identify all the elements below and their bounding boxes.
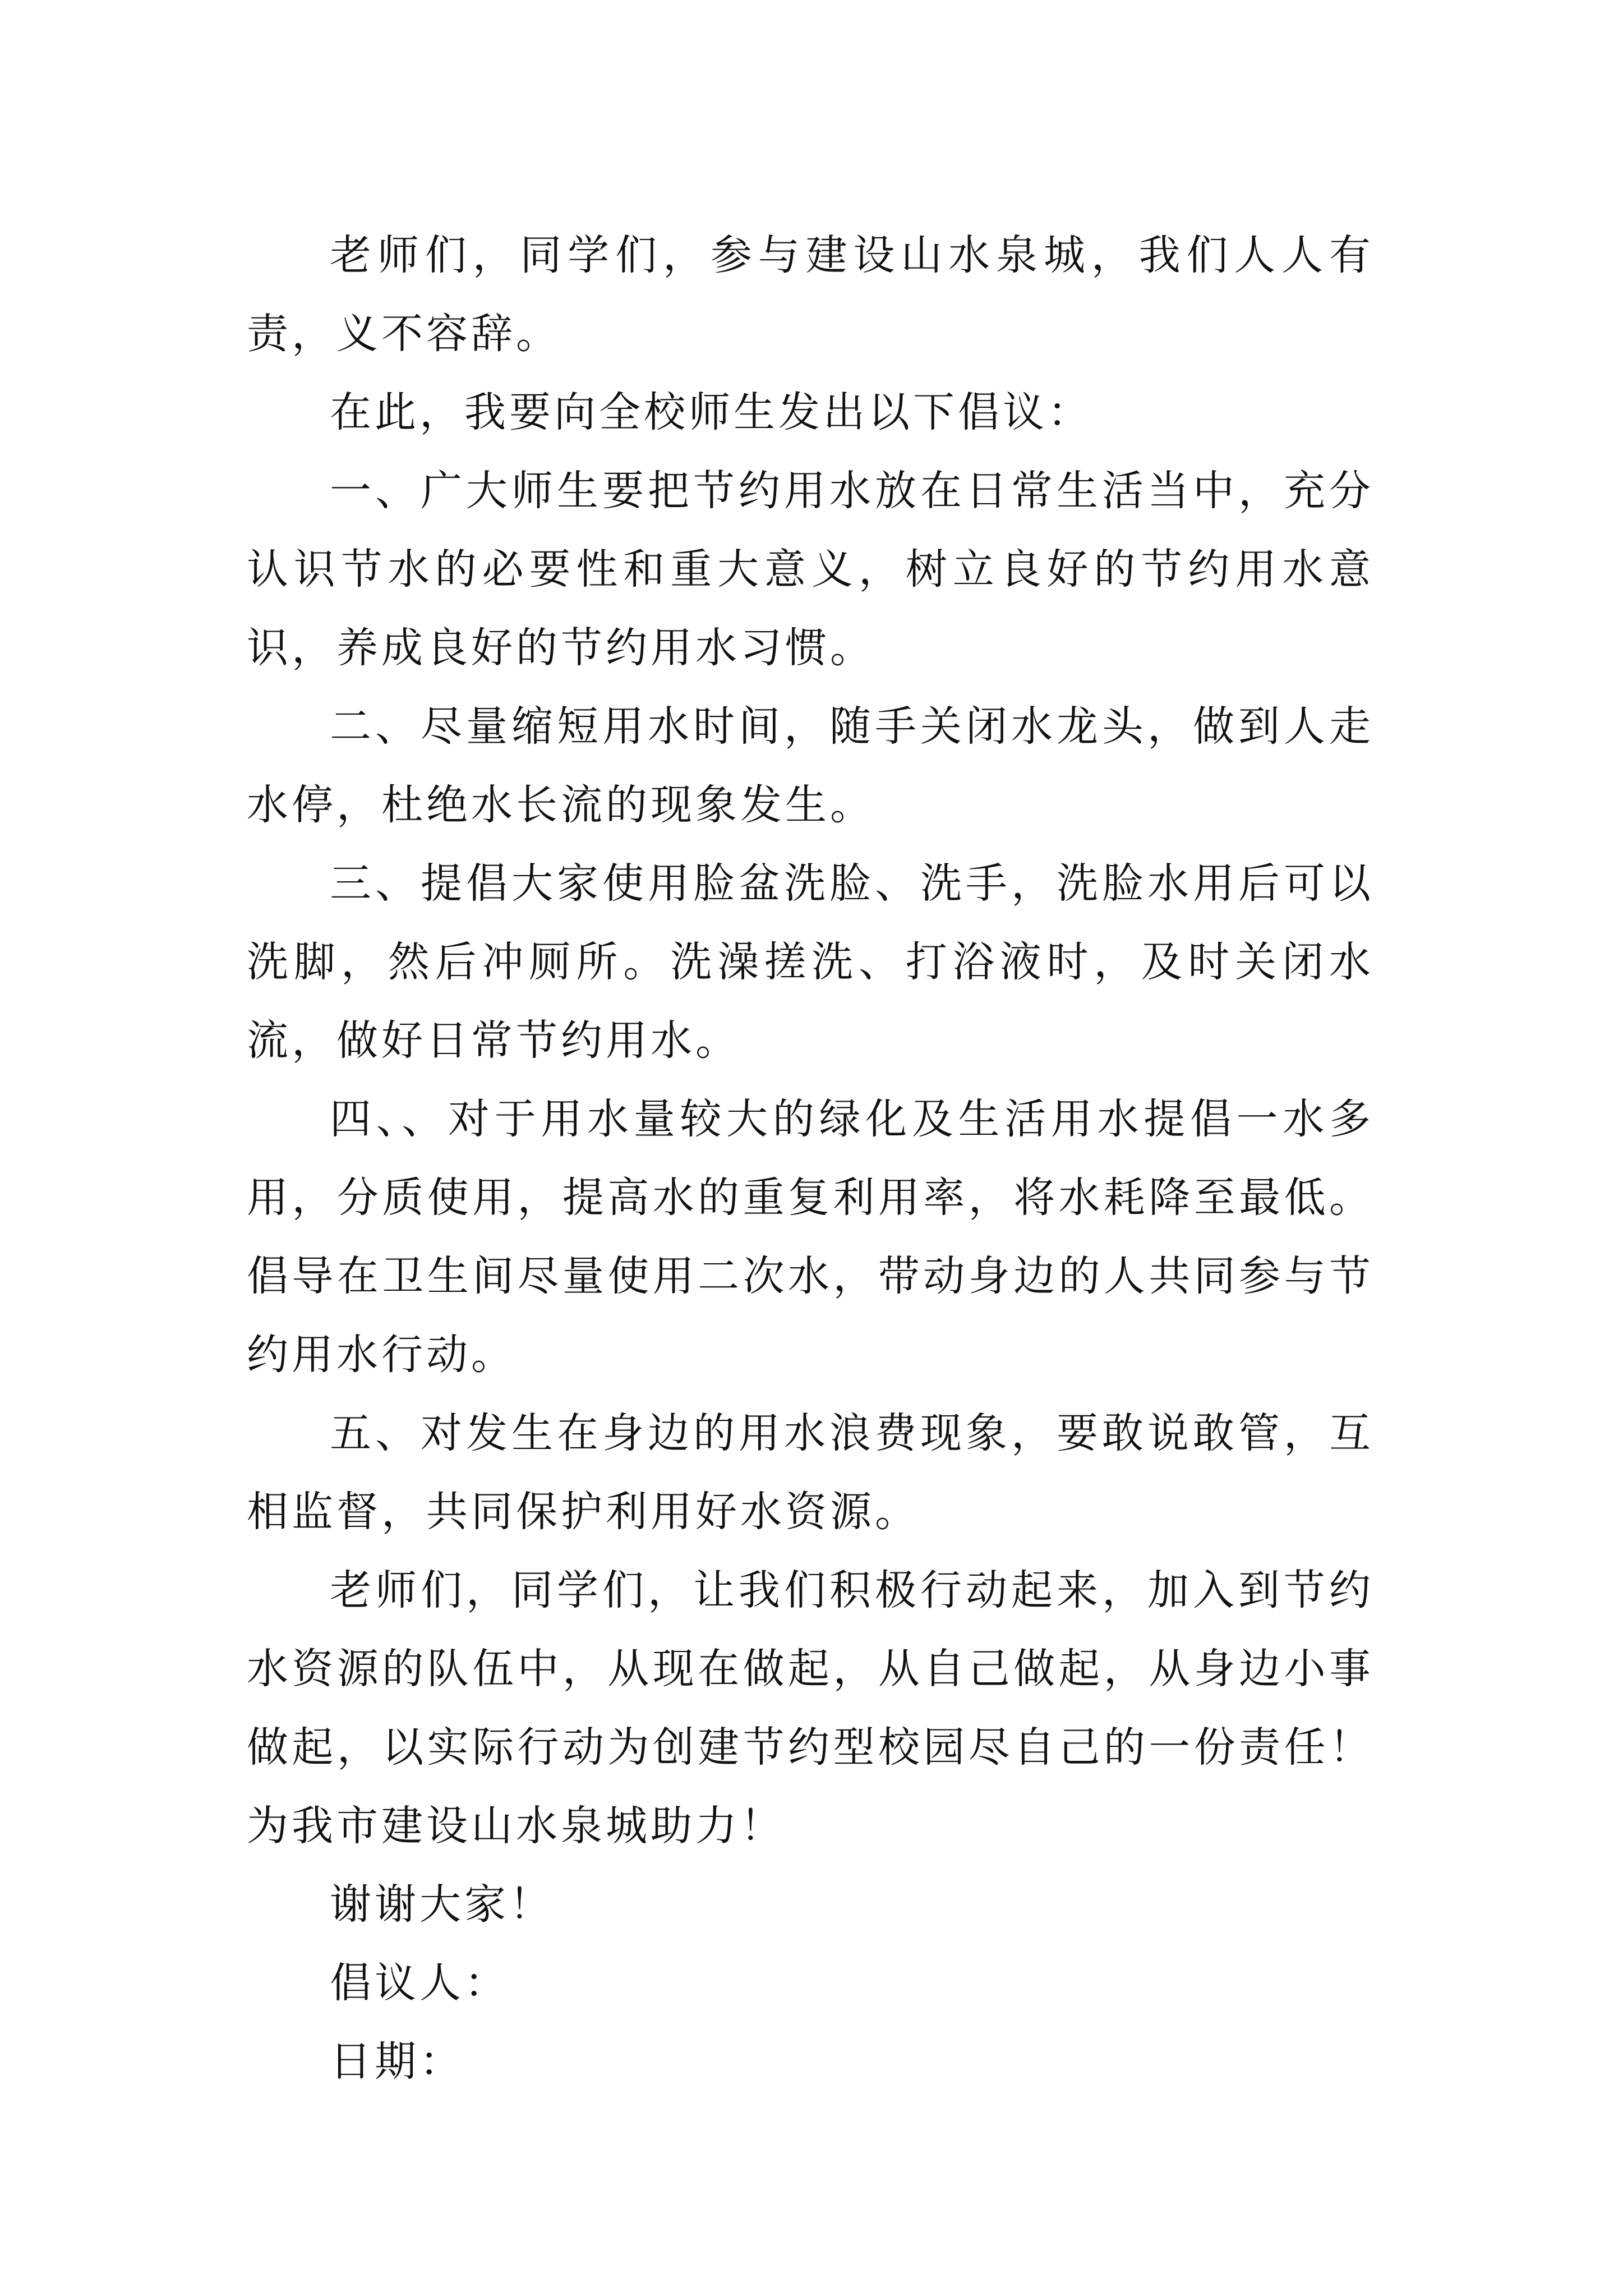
paragraph-item-4: 四、、对于用水量较大的绿化及生活用水提倡一水多用，分质使用，提高水的重复利用率，将水耗降至最低。倡导在卫生间尽量使用二次水，带动身边的人共同参与节约用水行动。	[247, 1095, 1374, 1379]
paragraph-proposal-lead: 在此，我要向全校师生发出以下倡议：	[330, 388, 1092, 436]
paragraph-intro: 老师们，同学们，参与建设山水泉城，我们人人有责，义不容辞。	[247, 231, 1374, 358]
paragraph-thanks: 谢谢大家！	[330, 1880, 554, 1929]
paragraph-item-2: 二、尽量缩短用水时间，随手关闭水龙头，做到人走水停，杜绝水长流的现象发生。	[247, 702, 1374, 829]
paragraph-item-3: 三、提倡大家使用脸盆洗脸、洗手，洗脸水用后可以洗脚，然后冲厕所。洗澡搓洗、打浴液时，及时关闭水流，做好日常节约用水。	[247, 859, 1374, 1065]
proposer-line: 倡议人：	[330, 1959, 509, 2007]
date-line: 日期：	[330, 2037, 464, 2086]
paragraph-item-5: 五、对发生在身边的用水浪费现象，要敢说敢管，互相监督，共同保护利用好水资源。	[247, 1409, 1374, 1536]
paragraph-item-1: 一、广大师生要把节约用水放在日常生活当中，充分认识节水的必要性和重大意义，树立良好的节约用水意识，养成良好的节约用水习惯。	[247, 467, 1374, 672]
paragraph-closing: 老师们，同学们，让我们积极行动起来，加入到节约水资源的队伍中，从现在做起，从自己做起，从身边小事做起，以实际行动为创建节约型校园尽自己的一份责任！为我市建设山水泉城助力！	[247, 1566, 1374, 1850]
document-body	[247, 216, 1374, 2101]
